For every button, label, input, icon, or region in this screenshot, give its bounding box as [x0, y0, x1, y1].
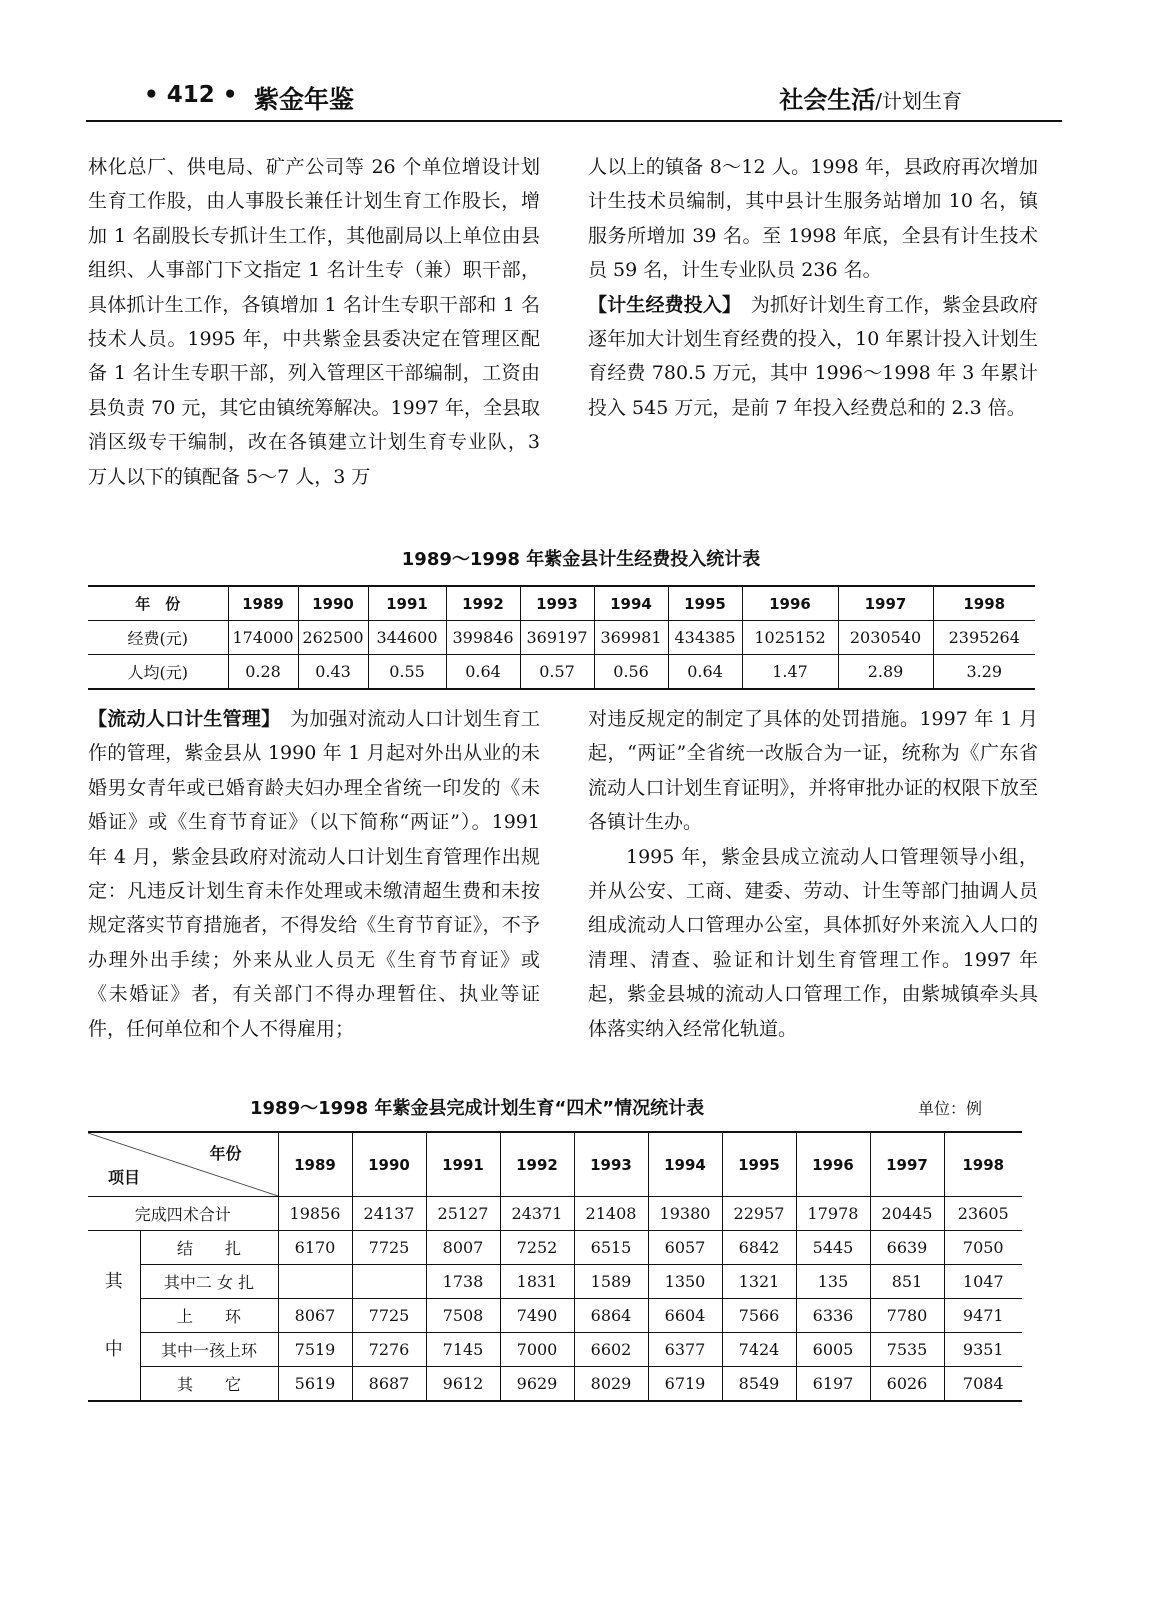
- table-cell: 7050: [944, 1231, 1022, 1265]
- table-cell: 434385: [668, 621, 742, 655]
- row-label: 上 环: [140, 1299, 278, 1333]
- table-cell: 9471: [944, 1299, 1022, 1333]
- paragraph-body: 为加强对流动人口计划生育工作的管理，紫金县从 1990 年 1 月起对外出从业的未婚男女青年或已婚育龄夫妇办理全省统一印发的《未婚证》或《生育节育证》（以下简称“两证”）。1991 年 4 月，紫金县政府对流动人口计划生育管理作出规定：凡违反计划生育未作处理或未缴清超生费和未按规定落实节育措施者，不得发给《生育节育证》，不予办理外出手续；外来从业人员无《生育节育证》或《未婚证》者，有关部门不得办理暂住、执业等证件，任何单位和个人不得雇用；: [88, 708, 540, 1040]
- table-cell: 1831: [500, 1265, 574, 1299]
- table-cell: 6602: [574, 1333, 648, 1367]
- row-label: 其中一孩上环: [140, 1333, 278, 1367]
- page-number: • 412 •: [144, 82, 238, 108]
- table-cell: 0.56: [594, 655, 668, 690]
- left-column-top: [88, 150, 540, 494]
- table-cell: 7084: [944, 1367, 1022, 1402]
- table-cell: 6057: [648, 1231, 722, 1265]
- year-cell: 1997: [870, 1132, 944, 1197]
- table-cell: 7780: [870, 1299, 944, 1333]
- row-label: 结 扎: [140, 1231, 278, 1265]
- table-cell: 25127: [426, 1197, 500, 1231]
- year-cell: 1989: [228, 586, 298, 621]
- year-cell: 1992: [500, 1132, 574, 1197]
- year-cell: 1994: [648, 1132, 722, 1197]
- table-cell: 1047: [944, 1265, 1022, 1299]
- table-cell: 24371: [500, 1197, 574, 1231]
- table-cell: 0.55: [368, 655, 446, 690]
- table-cell: 1321: [722, 1265, 796, 1299]
- table-cell: 7145: [426, 1333, 500, 1367]
- diagonal-header: [88, 1133, 278, 1196]
- table-cell: 7508: [426, 1299, 500, 1333]
- year-cell: 1993: [574, 1132, 648, 1197]
- table-cell: 6026: [870, 1367, 944, 1402]
- table-cell: [278, 1265, 352, 1299]
- table-cell: 174000: [228, 621, 298, 655]
- table-cell: 6515: [574, 1231, 648, 1265]
- table-cell: 1738: [426, 1265, 500, 1299]
- group-label: [88, 1231, 140, 1402]
- table-cell: 0.64: [446, 655, 520, 690]
- corner-cell: 年 份: [88, 586, 228, 621]
- year-cell: 1993: [520, 586, 594, 621]
- right-column-top: [588, 150, 1038, 425]
- left-column-middle: [88, 702, 540, 1046]
- table-cell: 7276: [352, 1333, 426, 1367]
- table-cell: 6864: [574, 1299, 648, 1333]
- table-cell: 19380: [648, 1197, 722, 1231]
- paragraph: 1995 年，紫金县成立流动人口管理领导小组，并从公安、工商、建委、劳动、计生等部门抽调人员组成流动人口管理办公室，具体抓好外来流入人口的清理、清查、验证和计划生育管理工作。1997 年起，紫金县城的流动人口管理工作，由紫城镇牵头具体落实纳入经常化轨道。: [588, 845, 1038, 1040]
- table-cell: 3.29: [933, 655, 1035, 690]
- row-label: 完成四术合计: [88, 1197, 278, 1231]
- table-cell: 399846: [446, 621, 520, 655]
- year-cell: 1989: [278, 1132, 352, 1197]
- table-cell: 7252: [500, 1231, 574, 1265]
- funding-table: [88, 585, 1035, 690]
- table-cell: 7519: [278, 1333, 352, 1367]
- table-cell: 8007: [426, 1231, 500, 1265]
- paragraph-body: 为抓好计划生育工作，紫金县政府逐年加大计划生育经费的投入，10 年累计投入计划生育经费 780.5 万元，其中 1996～1998 年 3 年累计投入 545 万元，是前 7 年投入经费总和的 2.3 倍。: [588, 293, 1038, 419]
- table-cell: 7566: [722, 1299, 796, 1333]
- year-cell: 1998: [933, 586, 1035, 621]
- row-label: 经费(元): [88, 621, 228, 655]
- group-label-char: 中: [104, 1338, 123, 1360]
- table-cell: 262500: [298, 621, 368, 655]
- section-name: 社会生活: [779, 86, 876, 114]
- table-cell: 22957: [722, 1197, 796, 1231]
- table-cell: 9612: [426, 1367, 500, 1402]
- four-procedures-table: [88, 1131, 1022, 1402]
- table-cell: 6170: [278, 1231, 352, 1265]
- page-header: [86, 82, 1062, 122]
- book-title: 紫金年鉴: [254, 85, 355, 114]
- corner-cell: [88, 1132, 278, 1197]
- table-cell: 369197: [520, 621, 594, 655]
- paragraph-heading: 【计生经费投入】: [588, 293, 732, 316]
- table-cell: 9629: [500, 1367, 574, 1402]
- table-cell: 9351: [944, 1333, 1022, 1367]
- paragraph: [88, 702, 540, 1046]
- table-row: [88, 1299, 1022, 1333]
- table-cell: 24137: [352, 1197, 426, 1231]
- table-cell: 5445: [796, 1231, 870, 1265]
- year-cell: 1998: [944, 1132, 1022, 1197]
- table-cell: 135: [796, 1265, 870, 1299]
- table-cell: 6604: [648, 1299, 722, 1333]
- paragraph: 人以上的镇备 8～12 人。1998 年，县政府再次增加计生技术员编制，其中县计生服务站增加 10 名，镇服务所增加 39 名。至 1998 年底，全县有计生技术员 59 名，计生专业队员 236 名。: [588, 156, 1038, 282]
- row-label: 其 它: [140, 1367, 278, 1402]
- table-cell: 7424: [722, 1333, 796, 1367]
- table-2-caption: 1989～1998 年紫金县完成计划生育“四术”情况统计表: [250, 1098, 705, 1119]
- table-cell: 7000: [500, 1333, 574, 1367]
- table-cell: 20445: [870, 1197, 944, 1231]
- table-cell: 6197: [796, 1367, 870, 1402]
- table-2-unit: 单位：例: [918, 1099, 983, 1118]
- table-row: [88, 655, 1035, 690]
- table-cell: 21408: [574, 1197, 648, 1231]
- year-cell: 1994: [594, 586, 668, 621]
- table-cell: 851: [870, 1265, 944, 1299]
- year-cell: 1997: [838, 586, 933, 621]
- table-cell: 7535: [870, 1333, 944, 1367]
- table-row: [88, 1265, 1022, 1299]
- table-cell: 6639: [870, 1231, 944, 1265]
- table-cell: 6842: [722, 1231, 796, 1265]
- paragraph: [588, 288, 1038, 426]
- year-cell: 1996: [796, 1132, 870, 1197]
- year-cell: 1992: [446, 586, 520, 621]
- table-row: [88, 1367, 1022, 1402]
- section-title: [779, 80, 962, 115]
- table-cell: 1025152: [742, 621, 838, 655]
- paragraph-heading: 【流动人口计生管理】: [88, 708, 271, 730]
- table-cell: 6377: [648, 1333, 722, 1367]
- table-row: [88, 1333, 1022, 1367]
- year-cell: 1996: [742, 586, 838, 621]
- table-cell: 369981: [594, 621, 668, 655]
- table-cell: 344600: [368, 621, 446, 655]
- table-cell: 8687: [352, 1367, 426, 1402]
- year-cell: 1995: [722, 1132, 796, 1197]
- table-cell: 0.57: [520, 655, 594, 690]
- subsection-name: /计划生育: [875, 89, 962, 113]
- corner-item-label: 项目: [108, 1168, 141, 1187]
- year-cell: 1991: [368, 586, 446, 621]
- table-cell: 1350: [648, 1265, 722, 1299]
- table-header-row: [88, 1132, 1022, 1197]
- table-cell: 6719: [648, 1367, 722, 1402]
- table-cell: 0.28: [228, 655, 298, 690]
- table-cell: 7490: [500, 1299, 574, 1333]
- table-cell: 7725: [352, 1299, 426, 1333]
- table-1-caption: 1989～1998 年紫金县计生经费投入统计表: [401, 549, 761, 570]
- right-column-middle: [588, 702, 1038, 1046]
- paragraph: 对违反规定的制定了具体的处罚措施。1997 年 1 月起，“两证”全省统一改版合为一证，统称为《广东省流动人口计划生育证明》，并将审批办证的权限下放至各镇计生办。: [588, 708, 1038, 834]
- table-cell: 1.47: [742, 655, 838, 690]
- table-cell: 5619: [278, 1367, 352, 1402]
- corner-year-label: 年份: [209, 1144, 242, 1163]
- year-cell: 1995: [668, 586, 742, 621]
- table-row: [88, 1231, 1022, 1265]
- table-cell: 6336: [796, 1299, 870, 1333]
- group-label-char: 其: [104, 1270, 123, 1292]
- table-cell: 7725: [352, 1231, 426, 1265]
- paragraph: 林化总厂、供电局、矿产公司等 26 个单位增设计划生育工作股，由人事股长兼任计划生育工作股长，增加 1 名副股长专抓计生工作，其他副局以上单位由县组织、人事部门下文指定 1 名计生专（兼）职干部，具体抓计生工作，各镇增加 1 名计生专职干部和 1 名技术人员。1995 年，中共紫金县委决定在管理区配备 1 名计生专职干部，列入管理区干部编制，工资由县负责 70 元，其它由镇统筹解决。1997 年，全县取消区级专干编制，改在各镇建立计划生育专业队，3 万人以下的镇配备 5～7 人，3 万: [88, 156, 540, 488]
- table-header-row: [88, 586, 1035, 621]
- table-cell: 8549: [722, 1367, 796, 1402]
- table-cell: 8029: [574, 1367, 648, 1402]
- table-cell: 19856: [278, 1197, 352, 1231]
- table-cell: 2030540: [838, 621, 933, 655]
- table-row: [88, 1197, 1022, 1231]
- table-cell: 6005: [796, 1333, 870, 1367]
- year-cell: 1990: [298, 586, 368, 621]
- row-label: 人均(元): [88, 655, 228, 690]
- year-cell: 1990: [352, 1132, 426, 1197]
- row-label: 其中二 女 扎: [140, 1265, 278, 1299]
- table-cell: [352, 1265, 426, 1299]
- table-cell: 23605: [944, 1197, 1022, 1231]
- table-row: [88, 621, 1035, 655]
- table-cell: 2.89: [838, 655, 933, 690]
- table-cell: 0.64: [668, 655, 742, 690]
- table-cell: 1589: [574, 1265, 648, 1299]
- table-cell: 8067: [278, 1299, 352, 1333]
- table-cell: 2395264: [933, 621, 1035, 655]
- table-cell: 17978: [796, 1197, 870, 1231]
- year-cell: 1991: [426, 1132, 500, 1197]
- table-cell: 0.43: [298, 655, 368, 690]
